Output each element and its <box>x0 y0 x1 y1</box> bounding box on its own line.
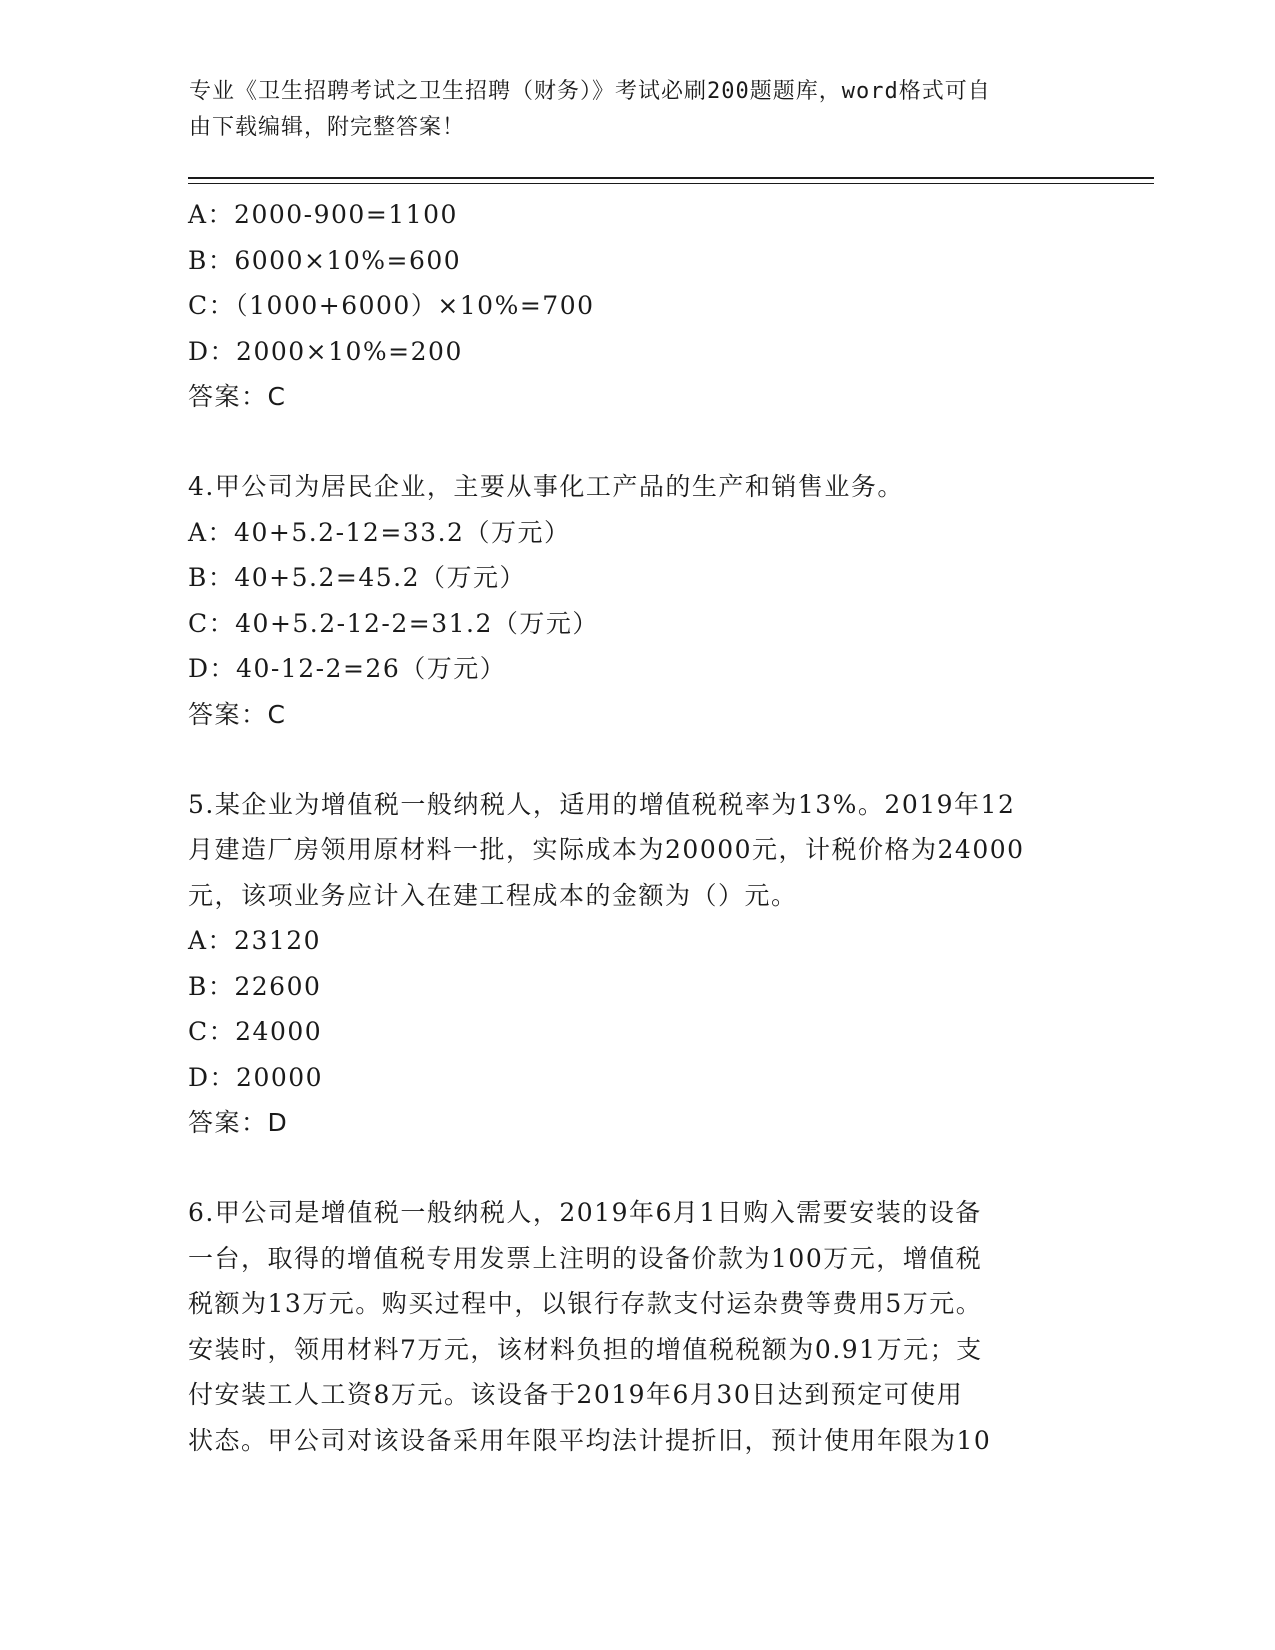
q4-stem: 4.甲公司为居民企业，主要从事化工产品的生产和销售业务。 <box>188 472 904 501</box>
header-line-1: 专业《卫生招聘考试之卫生招聘（财务）》考试必刷200题题库，word格式可自 <box>189 79 991 104</box>
question-4 <box>188 464 1088 738</box>
q6-stem-line-5: 付安装工人工资8万元。该设备于2019年6月30日达到预定可使用 <box>188 1380 964 1409</box>
q4-answer: 答案：C <box>188 699 287 729</box>
page-header <box>189 74 1069 146</box>
q3-option-d: D：2000×10%=200 <box>188 336 463 366</box>
q5-option-c: C：24000 <box>188 1017 323 1046</box>
q5-answer: 答案：D <box>188 1108 289 1137</box>
q5-option-a: A：23120 <box>188 926 322 955</box>
q5-option-b: B：22600 <box>188 971 322 1001</box>
q3-option-c: C：（1000+6000）×10%=700 <box>188 291 595 320</box>
question-6 <box>188 1190 1088 1463</box>
question-5 <box>188 782 1088 1147</box>
header-divider-thin <box>188 183 1154 184</box>
header-line-2: 由下载编辑，附完整答案！ <box>189 115 466 140</box>
q4-option-b: B：40+5.2=45.2（万元） <box>188 563 527 592</box>
question-3 <box>188 192 1088 420</box>
q4-option-a: A：40+5.2-12=33.2（万元） <box>188 517 571 547</box>
question-content <box>188 192 1088 1463</box>
spacer <box>188 420 1088 464</box>
spacer <box>188 738 1088 782</box>
q6-stem-line-4: 安装时，领用材料7万元，该材料负担的增值税税额为0.91万元；支 <box>188 1334 983 1364</box>
q6-stem-line-3: 税额为13万元。购买过程中，以银行存款支付运杂费等费用5万元。 <box>188 1289 983 1318</box>
q6-stem-line-2: 一台，取得的增值税专用发票上注明的设备价款为100万元，增值税 <box>188 1243 983 1273</box>
q5-stem-line-1: 5.某企业为增值税一般纳税人，适用的增值税税率为13%。2019年12 <box>188 789 1016 819</box>
q5-option-d: D：20000 <box>188 1062 324 1092</box>
q6-stem-line-6: 状态。甲公司对该设备采用年限平均法计提折旧，预计使用年限为10 <box>188 1425 992 1455</box>
q3-option-b: B：6000×10%=600 <box>188 245 462 275</box>
q5-stem-line-2: 月建造厂房领用原材料一批，实际成本为20000元，计税价格为24000 <box>188 835 1025 864</box>
q3-answer: 答案：C <box>188 382 287 411</box>
q3-option-a: A：2000-900=1100 <box>188 200 458 229</box>
spacer <box>188 1146 1088 1190</box>
header-divider-thick <box>188 177 1154 179</box>
q6-stem-line-1: 6.甲公司是增值税一般纳税人，2019年6月1日购入需要安装的设备 <box>188 1198 982 1227</box>
q4-option-d: D：40-12-2=26（万元） <box>188 654 507 683</box>
q4-option-c: C：40+5.2-12-2=31.2（万元） <box>188 608 599 638</box>
q5-stem-line-3: 元，该项业务应计入在建工程成本的金额为（）元。 <box>188 880 798 910</box>
